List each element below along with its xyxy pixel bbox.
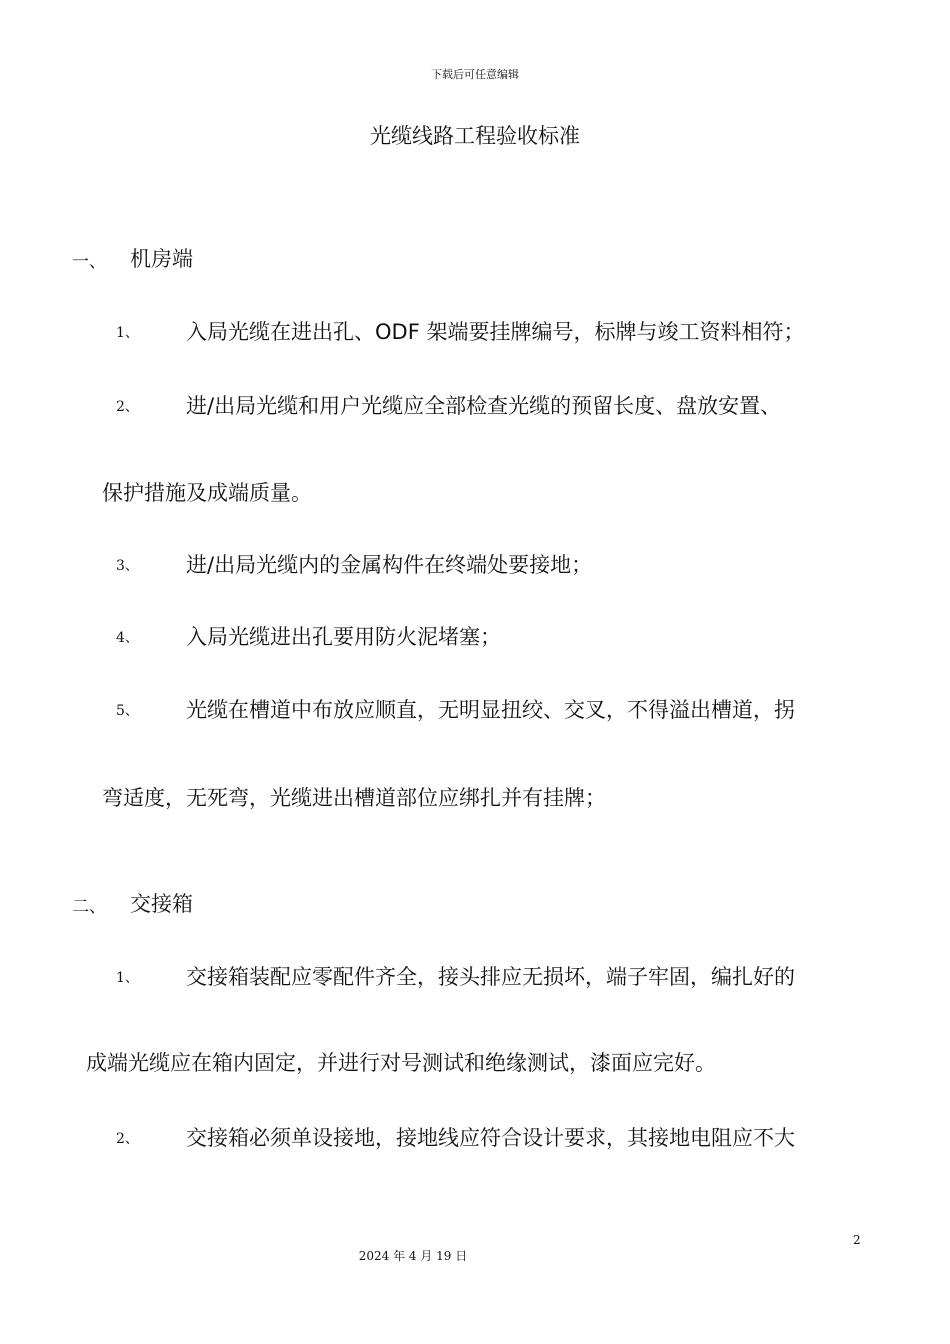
item-number: 1、 <box>116 325 139 341</box>
section-number: 二、 <box>72 897 106 917</box>
item-number: 3、 <box>116 558 139 574</box>
footer-date: 2024 年 4 月 19 日 <box>358 1249 468 1263</box>
item-number: 4、 <box>116 630 139 646</box>
header-note: 下载后可任意编辑 <box>431 68 519 81</box>
item-text: 交接箱装配应零配件齐全，接头排应无损坏，端子牢固，编扎好的 <box>186 965 795 989</box>
page-number: 2 <box>853 1233 861 1247</box>
document-title: 光缆线路工程验收标准 <box>370 124 580 148</box>
item-number: 1、 <box>116 970 139 986</box>
item-text: 交接箱必须单设接地，接地线应符合设计要求，其接地电阻应不大 <box>186 1126 795 1150</box>
item-number: 2、 <box>116 399 139 415</box>
section-title: 机房端 <box>130 247 193 271</box>
item-text: 入局光缆进出孔要用防火泥堵塞； <box>186 625 501 649</box>
item-text: 进/出局光缆和用户光缆应全部检查光缆的预留长度、盘放安置、 <box>186 394 782 418</box>
section-number: 一、 <box>72 252 106 272</box>
item-text-continuation: 弯适度，无死弯，光缆进出槽道部位应绑扎并有挂牌； <box>102 786 606 810</box>
item-text: 进/出局光缆内的金属构件在终端处要接地； <box>186 553 593 577</box>
item-text-continuation: 保护措施及成端质量。 <box>102 481 312 505</box>
item-number: 5、 <box>116 703 139 719</box>
section-title: 交接箱 <box>130 892 193 916</box>
item-number: 2、 <box>116 1131 139 1147</box>
item-text: 入局光缆在进出孔、ODF 架端要挂牌编号，标牌与竣工资料相符； <box>186 320 805 344</box>
item-text-continuation: 成端光缆应在箱内固定，并进行对号测试和绝缘测试，漆面应完好。 <box>86 1051 716 1075</box>
item-text: 光缆在槽道中布放应顺直，无明显扭绞、交叉，不得溢出槽道，拐 <box>186 698 795 722</box>
